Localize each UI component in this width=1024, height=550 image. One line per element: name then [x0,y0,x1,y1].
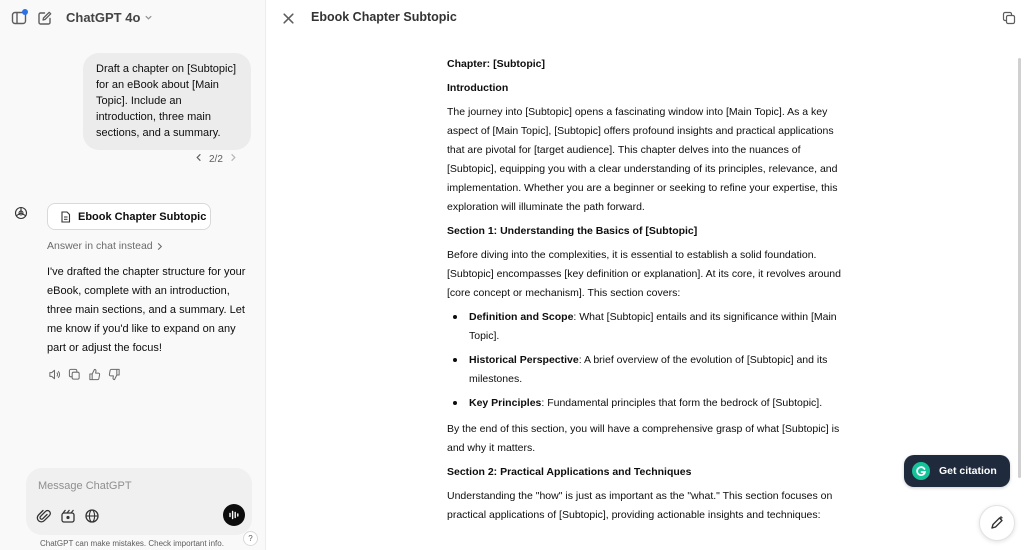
copy-icon [1002,11,1016,25]
message-actions [48,368,121,381]
thumbs-down-icon[interactable] [108,368,121,381]
g-logo-icon [915,465,927,477]
toggle-sidebar-button[interactable] [10,9,28,27]
new-chat-button[interactable] [36,9,54,27]
thumbs-up-icon[interactable] [88,368,101,381]
response-pager [195,153,237,165]
intro-heading: Introduction [447,82,509,94]
document-scrollbar[interactable] [1018,58,1021,478]
section1-paragraph: Before diving into the complexities, it is essential to establish a solid foundation. [Subtopic] encompasses [key definition or explanation]. At its core, it revolves around [core concept or mechanism]. This section covers: [447,249,841,299]
answer-in-chat-label: Answer in chat instead [47,240,153,252]
chapter-title: Chapter: [Subtopic] [447,58,545,70]
copy-icon[interactable] [68,368,81,381]
section1-outro: By the end of this section, you will have a comprehensive grasp of what [Subtopic] is and why it matters. [447,423,840,454]
model-name: ChatGPT 4o [66,10,141,25]
edit-suggestions-button[interactable] [979,505,1015,541]
canvas-document-label: Ebook Chapter Subtopic [78,210,207,223]
assistant-message: I've drafted the chapter structure for your eBook, complete with an introduction, three main sections, and a summary. Let me know if you'd like to expand on any part or adjust the focus! [47,266,246,354]
get-citation-button[interactable] [904,455,1010,487]
model-selector[interactable] [66,10,153,25]
get-citation-label: Get citation [939,465,997,477]
bullet-text: : A brief overview of the evolution of [Subtopic] and its milestones. [469,354,828,385]
previous-response-button[interactable] [195,153,203,165]
section2-heading: Section 2: Practical Applications and Techniques [447,466,692,478]
openai-logo-icon [13,205,29,221]
list-item [447,308,847,346]
bullet-text: : Fundamental principles that form the bedrock of [Subtopic]. [541,397,823,409]
pencil-sparkle-icon [989,515,1005,531]
bullet-text: : What [Subtopic] entails and its significance within [Main Topic]. [469,311,837,342]
pager-count: 2/2 [209,153,223,165]
message-input[interactable] [38,477,238,495]
grammarly-icon [912,462,930,480]
close-canvas-button[interactable] [279,9,297,27]
section1-heading: Section 1: Understanding the Basics of [Subtopic] [447,225,698,237]
document-body [447,55,847,530]
copy-document-button[interactable] [1000,9,1018,27]
message-composer [26,468,252,535]
chevron-down-icon [144,13,153,22]
bullet-term: Historical Perspective [469,354,579,366]
bullet-term: Definition and Scope [469,311,574,323]
chevron-left-icon [195,153,203,162]
answer-in-chat-link[interactable] [47,240,163,252]
chat-pane [0,0,266,550]
canvas-title: Ebook Chapter Subtopic [311,10,457,24]
voice-waveform-icon [228,509,240,521]
chat-topbar [0,0,266,36]
attach-icon[interactable] [36,508,52,524]
compose-icon [37,10,53,26]
voice-mode-button[interactable] [223,504,245,526]
chevron-right-icon [156,242,163,251]
section2-paragraph: Understanding the "how" is just as important as the "what." This section focuses on practical applications of [Subtopic], providing actionable insights and techniques: [447,490,833,521]
next-response-button[interactable] [229,153,237,165]
canvas-document-button[interactable] [47,203,211,230]
notification-dot [22,9,28,15]
close-icon [282,12,295,25]
user-message: Draft a chapter on [Subtopic] for an eBook about [Main Topic]. Include an introduction, three main sections, and a summary. [83,53,251,150]
disclaimer-text: ChatGPT can make mistakes. Check important info. [40,539,224,548]
section1-list [447,308,847,413]
bullet-term: Key Principles [469,397,542,409]
list-item [447,351,847,389]
read-aloud-icon[interactable] [48,368,61,381]
globe-icon[interactable] [84,508,100,524]
help-button[interactable]: ? [243,531,258,546]
video-tools-icon[interactable] [60,508,76,524]
document-icon [60,211,71,223]
list-item [447,394,847,413]
intro-paragraph: The journey into [Subtopic] opens a fascinating window into [Main Topic]. As a key aspect of [Main Topic], [Subtopic] offers profound insights and practical applications that are pivotal for [target audience]. This chapter delves into the nuances of [Subtopic], equipping you with a clear understanding of its principles, relevance, and implementation. Whether you are a beginner or seeking to refine your expertise, this exploration will illuminate the path forward. [447,106,838,213]
chevron-right-icon [229,153,237,162]
